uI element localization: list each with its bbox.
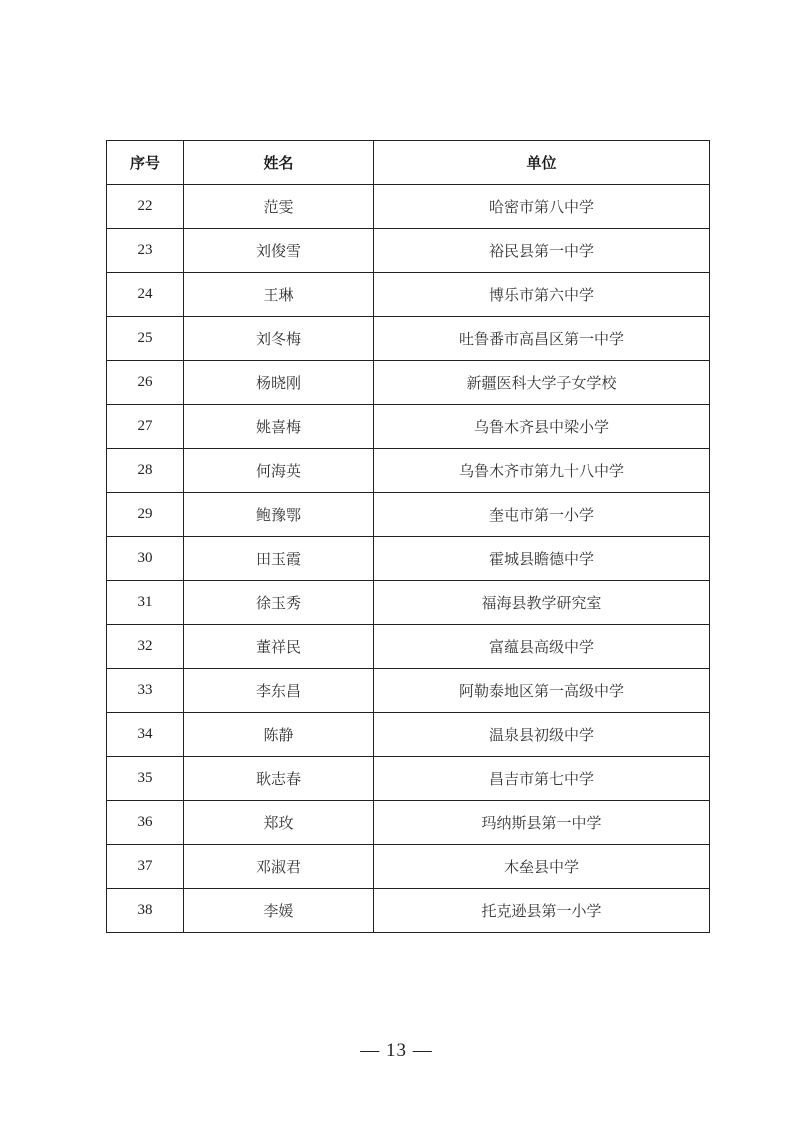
cell-serial-number: 37: [107, 845, 184, 889]
cell-name: 陈静: [184, 713, 374, 757]
cell-unit: 哈密市第八中学: [374, 185, 710, 229]
table-row: [107, 449, 710, 493]
cell-serial-number: 38: [107, 889, 184, 933]
table-row: [107, 845, 710, 889]
cell-serial-number: 24: [107, 273, 184, 317]
cell-serial-number: 31: [107, 581, 184, 625]
table-row: [107, 405, 710, 449]
cell-unit: 托克逊县第一小学: [374, 889, 710, 933]
cell-name: 范雯: [184, 185, 374, 229]
cell-name: 刘冬梅: [184, 317, 374, 361]
header-name: 姓名: [184, 141, 374, 185]
cell-name: 鲍豫鄂: [184, 493, 374, 537]
cell-name: 何海英: [184, 449, 374, 493]
cell-unit: 乌鲁木齐县中梁小学: [374, 405, 710, 449]
cell-serial-number: 34: [107, 713, 184, 757]
header-row: [107, 141, 710, 185]
table-row: [107, 801, 710, 845]
cell-serial-number: 26: [107, 361, 184, 405]
table-row: [107, 273, 710, 317]
cell-unit: 木垒县中学: [374, 845, 710, 889]
roster-table-container: [106, 140, 709, 933]
table-row: [107, 889, 710, 933]
table-row: [107, 757, 710, 801]
cell-unit: 玛纳斯县第一中学: [374, 801, 710, 845]
cell-unit: 博乐市第六中学: [374, 273, 710, 317]
table-row: [107, 713, 710, 757]
table-row: [107, 185, 710, 229]
cell-serial-number: 33: [107, 669, 184, 713]
page-number: — 13 —: [360, 1040, 433, 1061]
table-row: [107, 361, 710, 405]
table-row: [107, 669, 710, 713]
cell-unit: 阿勒泰地区第一高级中学: [374, 669, 710, 713]
cell-name: 姚喜梅: [184, 405, 374, 449]
cell-serial-number: 27: [107, 405, 184, 449]
cell-unit: 乌鲁木齐市第九十八中学: [374, 449, 710, 493]
cell-serial-number: 28: [107, 449, 184, 493]
table-row: [107, 317, 710, 361]
cell-name: 王琳: [184, 273, 374, 317]
cell-name: 郑玫: [184, 801, 374, 845]
cell-name: 董祥民: [184, 625, 374, 669]
cell-serial-number: 30: [107, 537, 184, 581]
cell-unit: 昌吉市第七中学: [374, 757, 710, 801]
table-row: [107, 229, 710, 273]
cell-serial-number: 22: [107, 185, 184, 229]
cell-serial-number: 23: [107, 229, 184, 273]
roster-table: [106, 140, 710, 933]
cell-name: 田玉霞: [184, 537, 374, 581]
cell-unit: 温泉县初级中学: [374, 713, 710, 757]
cell-unit: 奎屯市第一小学: [374, 493, 710, 537]
header-unit: 单位: [374, 141, 710, 185]
cell-name: 李媛: [184, 889, 374, 933]
cell-name: 杨晓刚: [184, 361, 374, 405]
cell-name: 徐玉秀: [184, 581, 374, 625]
cell-unit: 霍城县瞻德中学: [374, 537, 710, 581]
cell-serial-number: 32: [107, 625, 184, 669]
cell-unit: 吐鲁番市高昌区第一中学: [374, 317, 710, 361]
table-header: [107, 141, 710, 185]
table-row: [107, 493, 710, 537]
table-row: [107, 537, 710, 581]
cell-serial-number: 25: [107, 317, 184, 361]
cell-serial-number: 29: [107, 493, 184, 537]
table-row: [107, 581, 710, 625]
cell-name: 邓淑君: [184, 845, 374, 889]
table-row: [107, 625, 710, 669]
cell-name: 耿志春: [184, 757, 374, 801]
cell-name: 刘俊雪: [184, 229, 374, 273]
cell-unit: 裕民县第一中学: [374, 229, 710, 273]
cell-unit: 富蕴县高级中学: [374, 625, 710, 669]
cell-serial-number: 35: [107, 757, 184, 801]
header-serial-number: 序号: [107, 141, 184, 185]
table-body: [107, 185, 710, 933]
cell-serial-number: 36: [107, 801, 184, 845]
cell-unit: 福海县教学研究室: [374, 581, 710, 625]
cell-name: 李东昌: [184, 669, 374, 713]
cell-unit: 新疆医科大学子女学校: [374, 361, 710, 405]
